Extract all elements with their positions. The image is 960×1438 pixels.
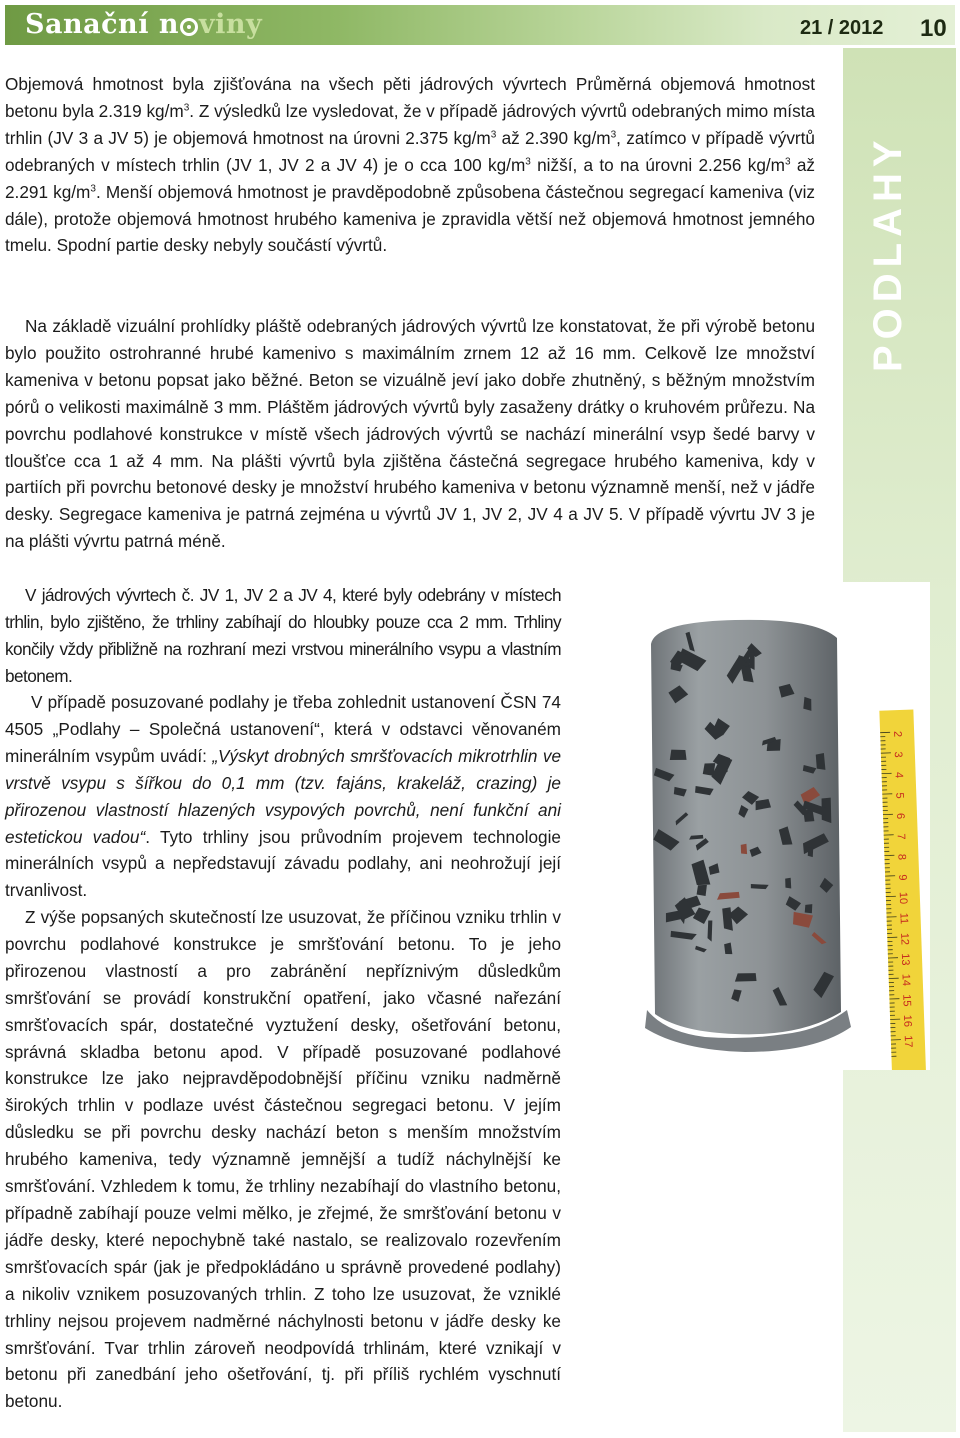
ruler-number: 7 [894, 833, 907, 840]
paragraph-visual-inspection: Na základě vizuální prohlídky pláště odebraných jádrových vývrtů lze konstatovat, že při výrobě betonu bylo použito ostrohranné hrubé kamenivo s maximálním zrnem 12 až 16 mm. Celkově lze množství kameniva v betonu popsat jako běžné. Beton se vizuálně jeví jako dobře zhutněný, s běžným množstvím pórů o velikosti maximálně 3 mm. Pláštěm jádrových vývrtů byly zasaženy drátky o kruhovém průřezu. Na povrchu podlahové konstrukce v místě všech jádrových vývrtů se nachází minerální vsyp šedé barvy v tloušťce cca 1 až 4 mm. Na plášti vývrtů byla zjištěna částečná segregace hrubého kameniva, kdy v partiích při povrchu betonové desky je množství hrubého kameniva v betonu významně menší, než v jádře desky. Segregace kameniva je patrná zejména u vývrtů JV 1, JV 2, JV 4 a JV 5. V případě vývrtu JV 3 je na plášti vývrtu patrná méně. [5, 316, 815, 552]
ruler-number: 12 [898, 932, 911, 946]
ruler-number: 6 [893, 812, 907, 820]
ruler-number: 3 [891, 751, 905, 758]
ruler-number: 9 [896, 874, 909, 881]
ruler-number: 13 [898, 953, 912, 966]
paragraph-standard: V případě posuzované podlahy je třeba zohlednit ustanovení ČSN 74 4505 „Podlahy – Společná ustanovení“, která v odstavci věnovaném minerálním vsypům uvádí: „Výskyt drobných smršťovacích mikrotrhlin ve vrstvě vsypu s šířkou do 0,1 mm (tzv. fajáns, krakeláž, crazing) je přirozenou vlastností hlazených vsypových povrchů, není funkční ani estetickou vadou“. Tyto trhliny jsou průvodním projevem technologie minerálních vsypů a nepředstavují závadu podlahy, ani neohrožují její trvanlivost. [5, 692, 562, 901]
aggregate-stone [751, 884, 769, 889]
logo-text-part1: Sanační n [25, 9, 179, 40]
aggregate-stone [803, 697, 811, 711]
ruler-number: 11 [897, 912, 910, 925]
issue-number: 21 / 2012 [800, 17, 884, 39]
ruler-number: 4 [892, 771, 905, 779]
publication-logo [25, 8, 262, 42]
paragraph-conclusion: Z výše popsaných skutečností lze usuzovat, že příčinou vzniku trhlin v povrchu podlahové konstrukce je smršťování betonu. To je jeho přirozenou vlastností a pro zabránění nepříznivým důsledkům smršťování se provádí konstrukční opatření, jako včasné nařezání smršťovacích spár, dostatečné vyztužení desky, ošetřování betonu, správná skladba betonu apod. V případě posuzované podlahové konstrukce lze jako nejpravděpodobnější příčinu vzniku nadměrně širokých trhlin v podlaze uvést částečnou segregaci betonu. V jejím důsledku se při povrchu desky nachází beton s menším množstvím hrubého kameniva, tedy významně jemnější a tudíž náchylnější ke smršťování. Vzhledem k tomu, že trhliny nezabíhají do vlastního betonu, případně zabíhají pouze velmi mělko, je zřejmé, že smršťování betonu v jádře desky, které nepochybně také nastalo, se realizovalo rozevřením smršťovacích spár (jak je předpokládáno u správně provedené podlahy) a nikoliv vznikem posuzovaných trhlin. Z toho lze usuzovat, že vzniklé trhliny nejsou projevem nadměrné náchylnosti betonu v jádře desky ke smršťování. Tvar trhlin zároveň neodpovídá trhlinám, které vznikají v betonu při zanedbání jeho ošetřování, tj. při příliš rychlém vyschnutí betonu. [5, 907, 561, 1412]
page-number: 10 [920, 15, 947, 42]
logo-text-part2: viny [198, 9, 263, 40]
paragraph-density: Objemová hmotnost byla zjišťována na všech pěti jádrových vývrtech Průměrná objemová hmotnost betonu byla 2.319 $kg/m^3$. Z výsledků lze vysledovat, že v případě jádrových vývrtů odebraných mimo místa trhlin (JV 3 a JV 5) je objemová hmotnost na úrovni 2.375 $kg/m^3$ až 2.390 $kg/m^3$, zatímco v případě vývrtů odebraných v místech trhlin (JV 1, JV 2 a JV 4) je o cca 100 $kg/m^3$ nižší, a to na úrovni 2.256 $kg/m^3$ až 2.291 $kg/m^3$. Menší objemová hmotnost je pravděpodobně způsobena částečnou segregací kameniva (viz dále), protože objemová hmotnost hrubého kameniva je zpravidla větší než objemová hmotnost jemného tmelu. Spodní partie desky nebyly součástí vývrtů. [5, 74, 815, 256]
logo-o-icon [180, 18, 198, 36]
aggregate-stone [807, 847, 813, 857]
ruler-number: 10 [896, 891, 910, 905]
ruler-number: 14 [899, 973, 912, 987]
aggregate-stone [669, 748, 687, 762]
ruler-number: 8 [895, 853, 908, 861]
ruler-number: 17 [901, 1035, 915, 1048]
standard-quote: „Výskyt drobných smršťovacích mikrotrhlin ve vrstvě vsypu s šířkou do 0,1 mm (tzv. fajáns, krakeláž, crazing) je přirozenou vlastností hlazených vsypových povrchů, není funkční ani estetickou vadou“ [5, 745, 562, 847]
section-label: PODLAHY [866, 134, 910, 372]
ruler-number: 16 [900, 1014, 914, 1028]
concrete-core [651, 620, 841, 1035]
aggregate-stone [804, 904, 813, 914]
paragraph-crack-depth: V jádrových vývrtech č. JV 1, JV 2 a JV 4, které byly odebrány v místech trhlin, bylo zjištěno, že trhliny zabíhají do hloubky pouze cca 2 mm. Trhliny končily vždy přibližně na rozhraní mezi vrstvou minerálního vsypu a vlastním betonem. [5, 585, 561, 686]
ruler-number: 2 [891, 730, 904, 738]
aggregate-stone [707, 920, 712, 941]
page-header [5, 5, 955, 45]
ruler-number: 5 [893, 792, 906, 799]
ruler-number: 15 [900, 994, 913, 1007]
core-sample-photo [585, 582, 930, 1070]
aggregate-stone [696, 885, 707, 897]
